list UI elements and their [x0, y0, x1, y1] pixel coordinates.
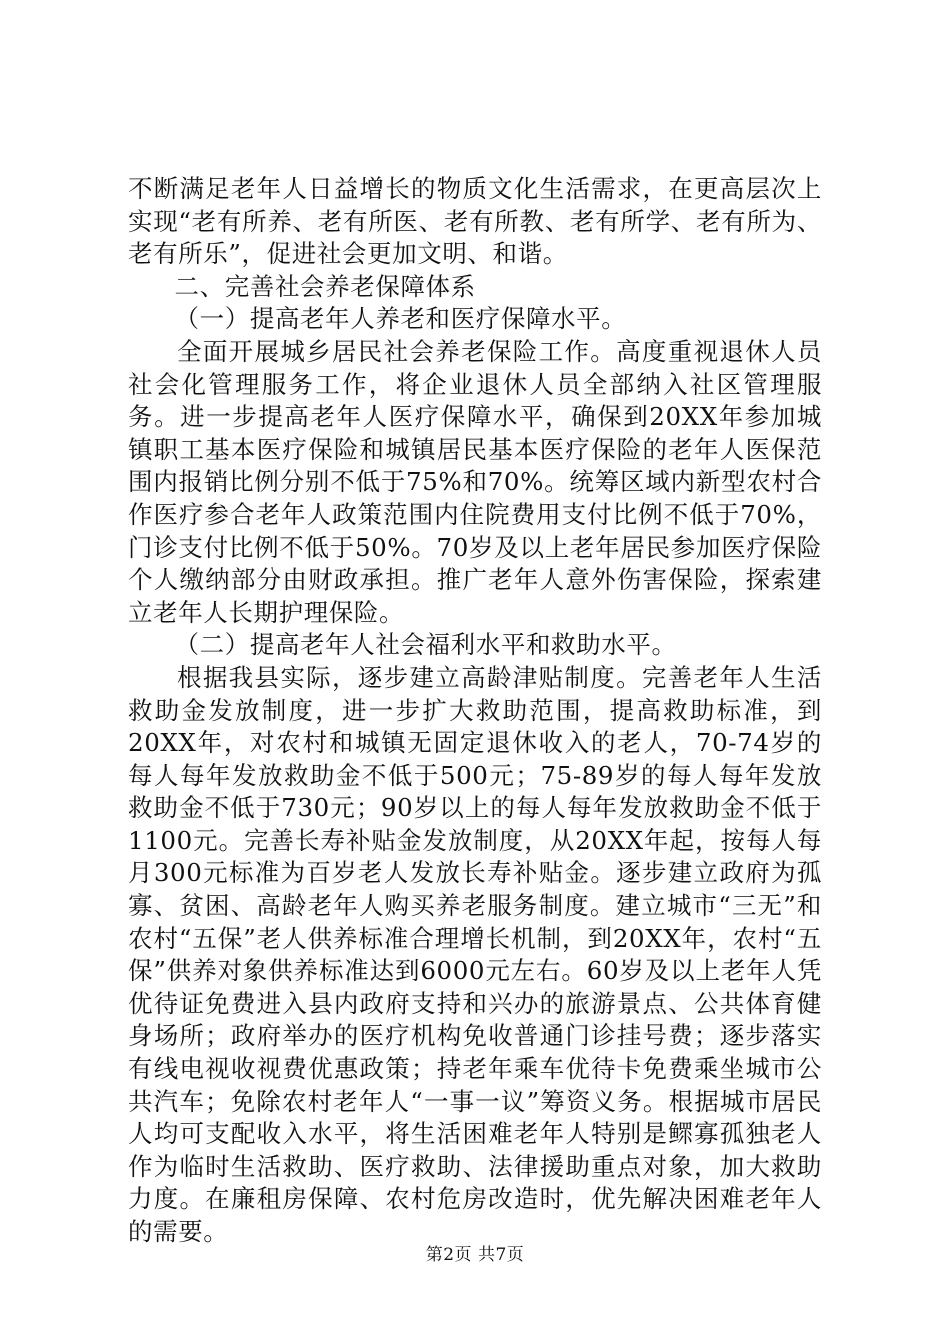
page-footer: 第2页 共7页: [425, 1245, 525, 1265]
section-heading-2: 二、完善社会养老保障体系: [174, 271, 476, 301]
subsection-heading-2: （二）提高老年人社会福利水平和救助水平。: [174, 630, 677, 660]
paragraph-continuation: 不断满足老年人日益增长的物质文化生活需求，在更高层次上实现“老有所养、老有所医、老有所教、老有所学、老有所为、老有所乐”，促进社会更加文明、和谐。: [128, 174, 822, 269]
paragraph-welfare-assistance: 根据我县实际，逐步建立高龄津贴制度。完善老年人生活救助金发放制度，进一步扩大救助范围，提高救助标准，到20XX年，对农村和城镇无固定退休收入的老人，70-74岁的每人每年发放救助金不低于500元；75-89岁的每人每年发放救助金不低于730元；90岁以上的每人每年发放救助金不低于1100元。完善长寿补贴金发放制度，从20XX年起，按每人每月300元标准为百岁老人发放长寿补贴金。逐步建立政府为孤寡、贫困、高龄老年人购买养老服务制度。建立城市“三无”和农村“五保”老人供养标准合理增长机制，到20XX年，农村“五保”供养对象供养标准达到6000元左右。60岁及以上老年人凭优待证免费进入县内政府支持和兴办的旅游景点、公共体育健身场所；政府举办的医疗机构免收普通门诊挂号费；逐步落实有线电视收视费优惠政策；持老年乘车优待卡免费乘坐城市公共汽车；免除农村老年人“一事一议”筹资义务。根据城市居民人均可支配收入水平，将生活困难老年人特别是鳏寡孤独老人作为临时生活救助、医疗救助、法律援助重点对象，加大救助力度。在廉租房保障、农村危房改造时，优先解决困难老年人的需要。: [128, 662, 822, 1246]
paragraph-pension-medical: 全面开展城乡居民社会养老保险工作。高度重视退休人员社会化管理服务工作，将企业退休人员全部纳入社区管理服务。进一步提高老年人医疗保障水平，确保到20XX年参加城镇职工基本医疗保险和城镇居民基本医疗保险的老年人医保范围内报销比例分别不低于75%和70%。统筹区域内新型农村合作医疗参合老年人政策范围内住院费用支付比例不低于70%，门诊支付比例不低于50%。70岁及以上老年居民参加医疗保险个人缴纳部分由财政承担。推广老年人意外伤害保险，探索建立老年人长期护理保险。: [128, 336, 822, 627]
subsection-heading-1: （一）提高老年人养老和医疗保障水平。: [174, 304, 627, 334]
document-body: [128, 173, 822, 1249]
